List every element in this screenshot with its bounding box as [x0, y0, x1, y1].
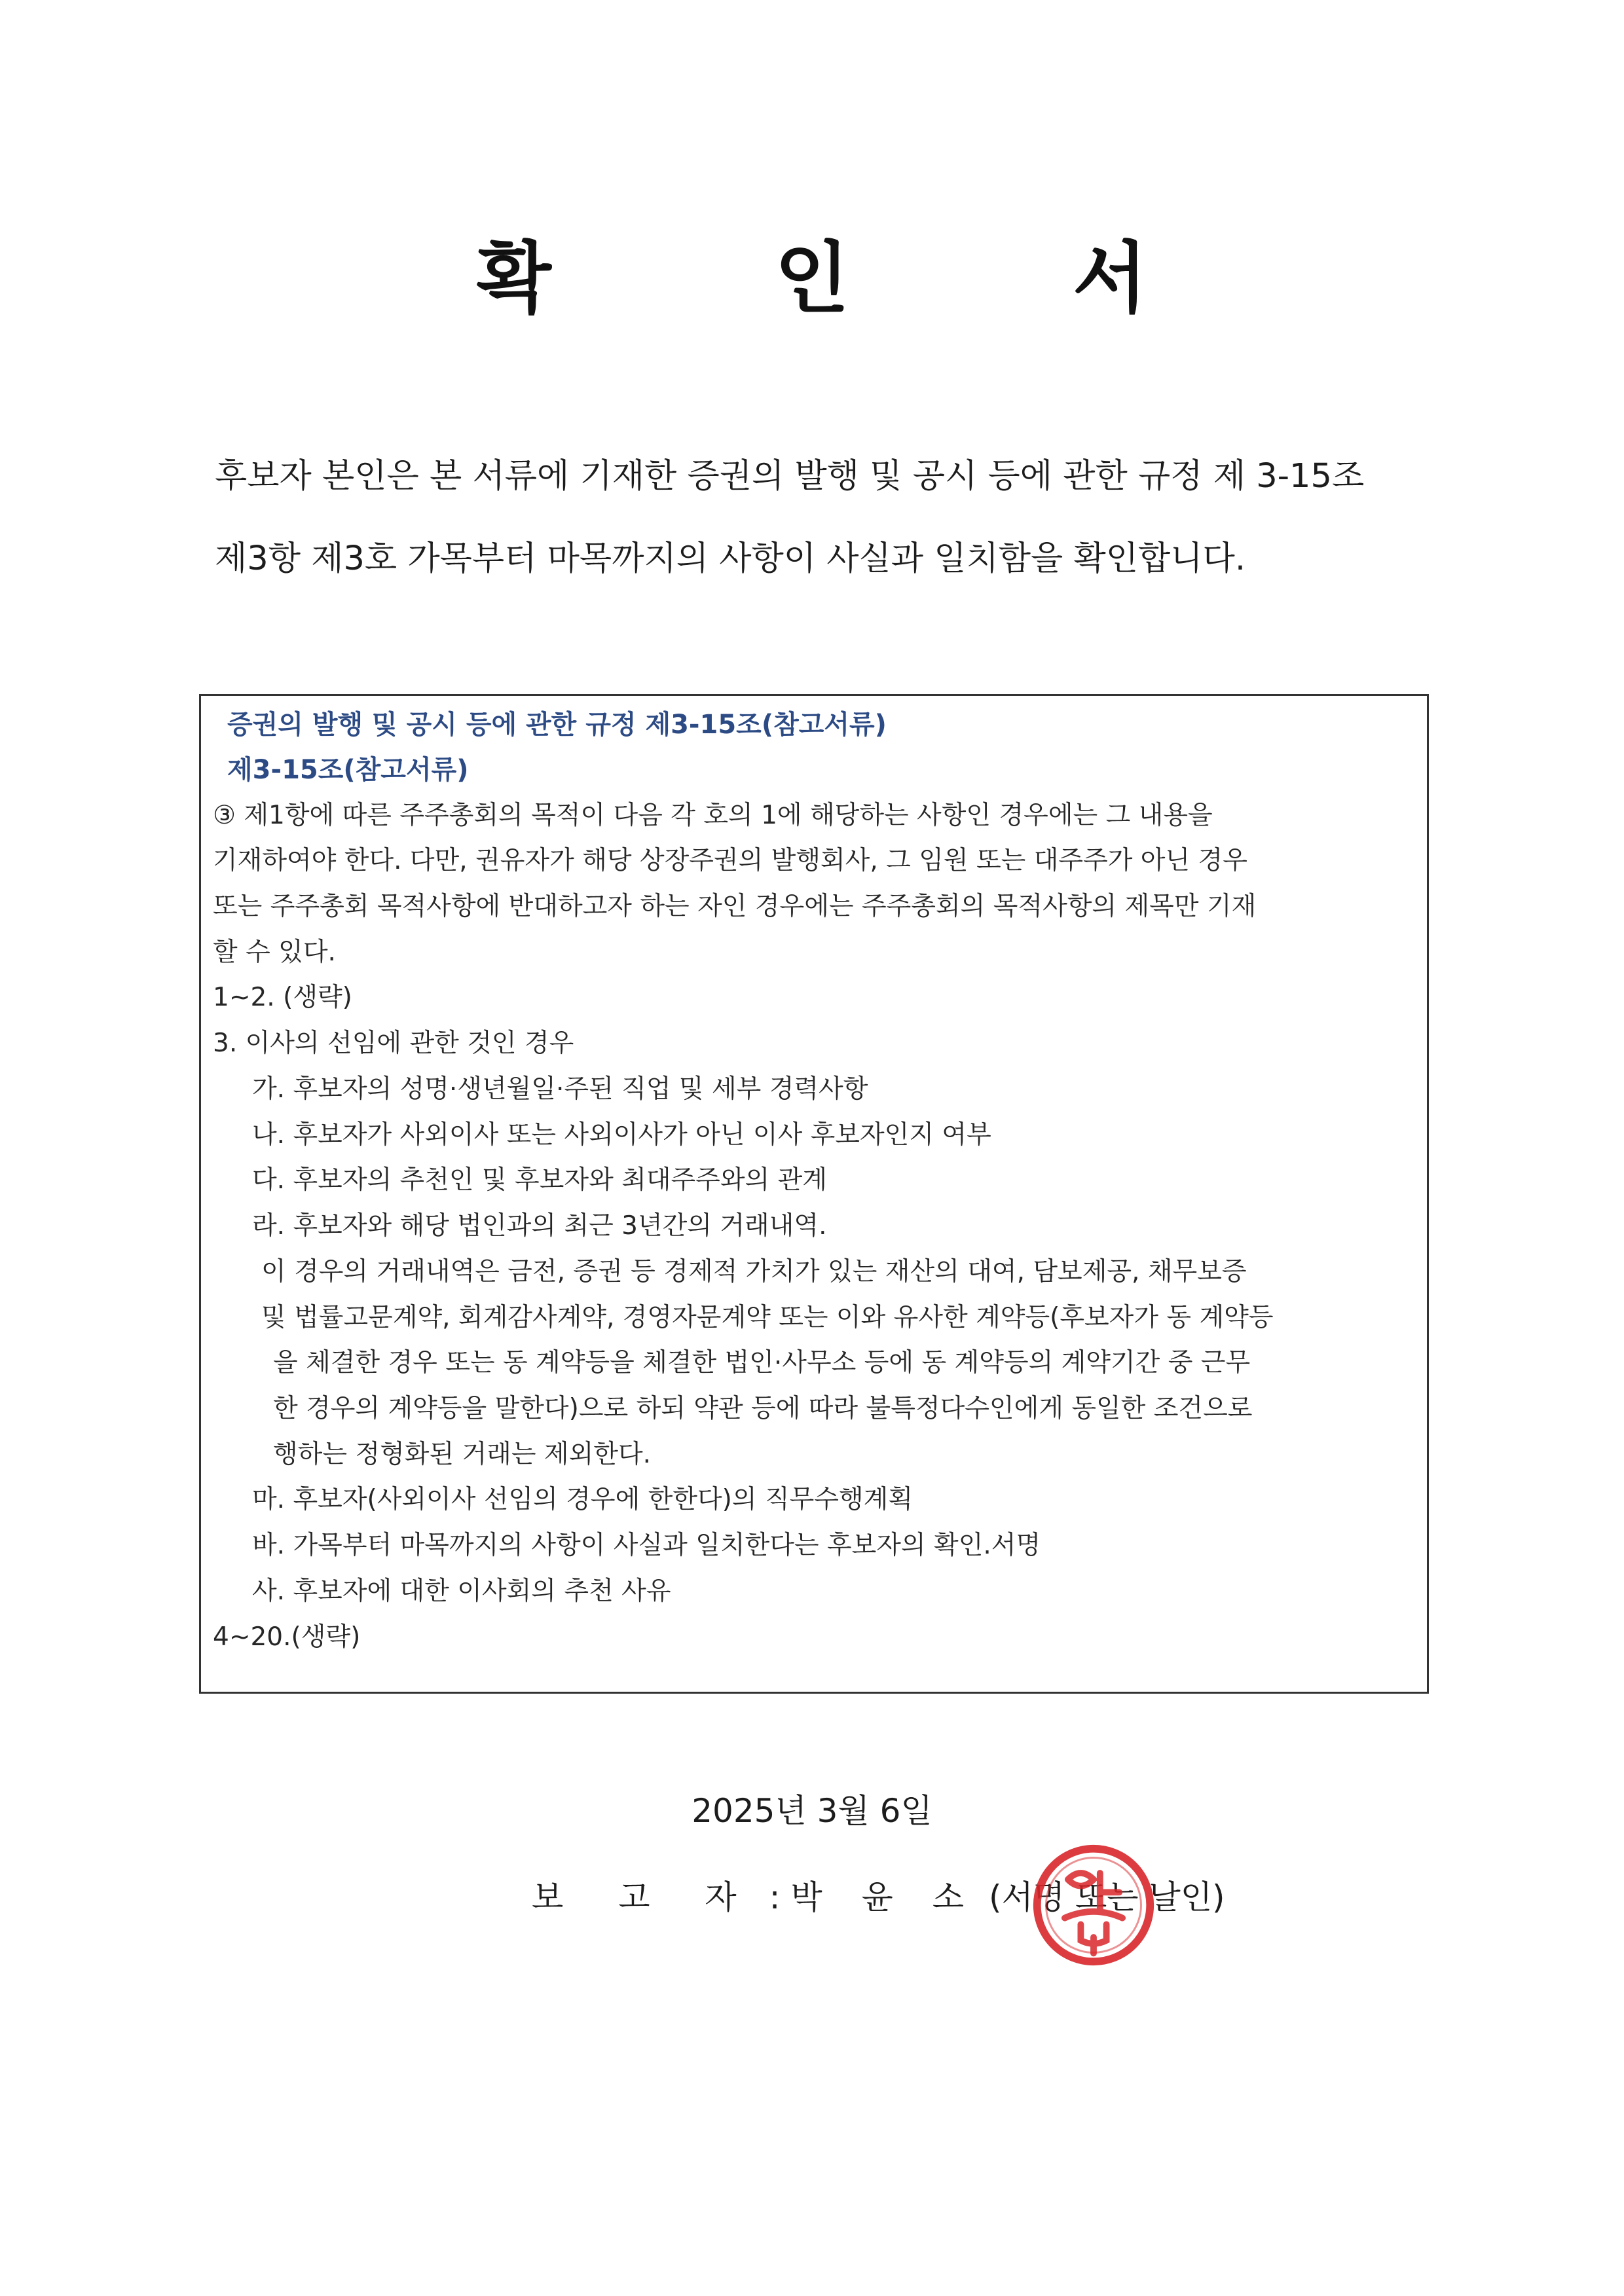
reference-box [199, 694, 1429, 1694]
reference-line: 가. 후보자의 성명·생년월일·주된 직업 및 세부 경력사항 [252, 1074, 868, 1104]
document-date: 2025년 3월 6일 [692, 1792, 932, 1830]
intro-line-2: 제3항 제3호 가목부터 마목까지의 사항이 사실과 일치함을 확인합니다. [215, 539, 1246, 578]
reporter-label: 보 고 자 [532, 1878, 759, 1916]
reference-line: 나. 후보자가 사외이사 또는 사외이사가 아닌 이사 후보자인지 여부 [252, 1120, 991, 1150]
reporter-separator: : [769, 1878, 781, 1916]
reference-line: 기재하여야 한다. 다만, 권유자가 해당 상장주권의 발행회사, 그 임원 또는 대주주가 아닌 경우 [213, 846, 1247, 875]
reference-line: 한 경우의 계약등을 말한다)으로 하되 약관 등에 따라 불특정다수인에게 동일한 조건으로 [273, 1394, 1253, 1423]
document-title: 확 인 서 [476, 233, 1246, 323]
reference-line: 이 경우의 거래내역은 금전, 증권 등 경제적 가치가 있는 재산의 대여, 담보제공, 채무보증 [261, 1257, 1247, 1286]
reference-line: 3. 이사의 선임에 관한 것인 경우 [213, 1029, 574, 1058]
seal-stamp [1029, 1841, 1158, 1969]
reference-line: 할 수 있다. [213, 938, 336, 967]
reference-line: 다. 후보자의 추천인 및 후보자와 최대주주와의 관계 [252, 1165, 827, 1195]
reference-line: 4~20.(생략) [213, 1622, 361, 1652]
reference-heading: 증권의 발행 및 공시 등에 관한 규정 제3-15조(참고서류) [227, 710, 887, 740]
reference-line: 1~2. (생략) [213, 983, 352, 1012]
reference-line: 행하는 정형화된 거래는 제외한다. [273, 1440, 652, 1469]
reference-line: 또는 주주총회 목적사항에 반대하고자 하는 자인 경우에는 주주총회의 목적사항의 제목만 기재 [213, 892, 1257, 921]
reference-line: 사. 후보자에 대한 이사회의 추천 사유 [252, 1576, 671, 1606]
sign-note: (서명 또는 날인) [988, 1878, 1225, 1916]
reference-line: ③ 제1항에 따른 주주총회의 목적이 다음 각 호의 1에 해당하는 사항인 경우에는 그 내용을 [213, 801, 1213, 830]
reference-line: 및 법률고문계약, 회계감사계약, 경영자문계약 또는 이와 유사한 계약등(후보자가 동 계약등 [261, 1303, 1274, 1332]
intro-line-1: 후보자 본인은 본 서류에 기재한 증권의 발행 및 공시 등에 관한 규정 제 3-15조 [215, 457, 1365, 496]
reference-line: 을 체결한 경우 또는 동 계약등을 체결한 법인·사무소 등에 동 계약등의 계약기간 중 근무 [273, 1348, 1251, 1377]
reporter-name: 박 윤 소 [790, 1878, 979, 1916]
reference-subheading: 제3-15조(참고서류) [227, 755, 469, 785]
reference-line: 마. 후보자(사외이사 선임의 경우에 한한다)의 직무수행계획 [252, 1485, 913, 1514]
reference-line: 라. 후보자와 해당 법인과의 최근 3년간의 거래내역. [252, 1211, 827, 1241]
reference-line: 바. 가목부터 마목까지의 사항이 사실과 일치한다는 후보자의 확인.서명 [252, 1531, 1041, 1560]
